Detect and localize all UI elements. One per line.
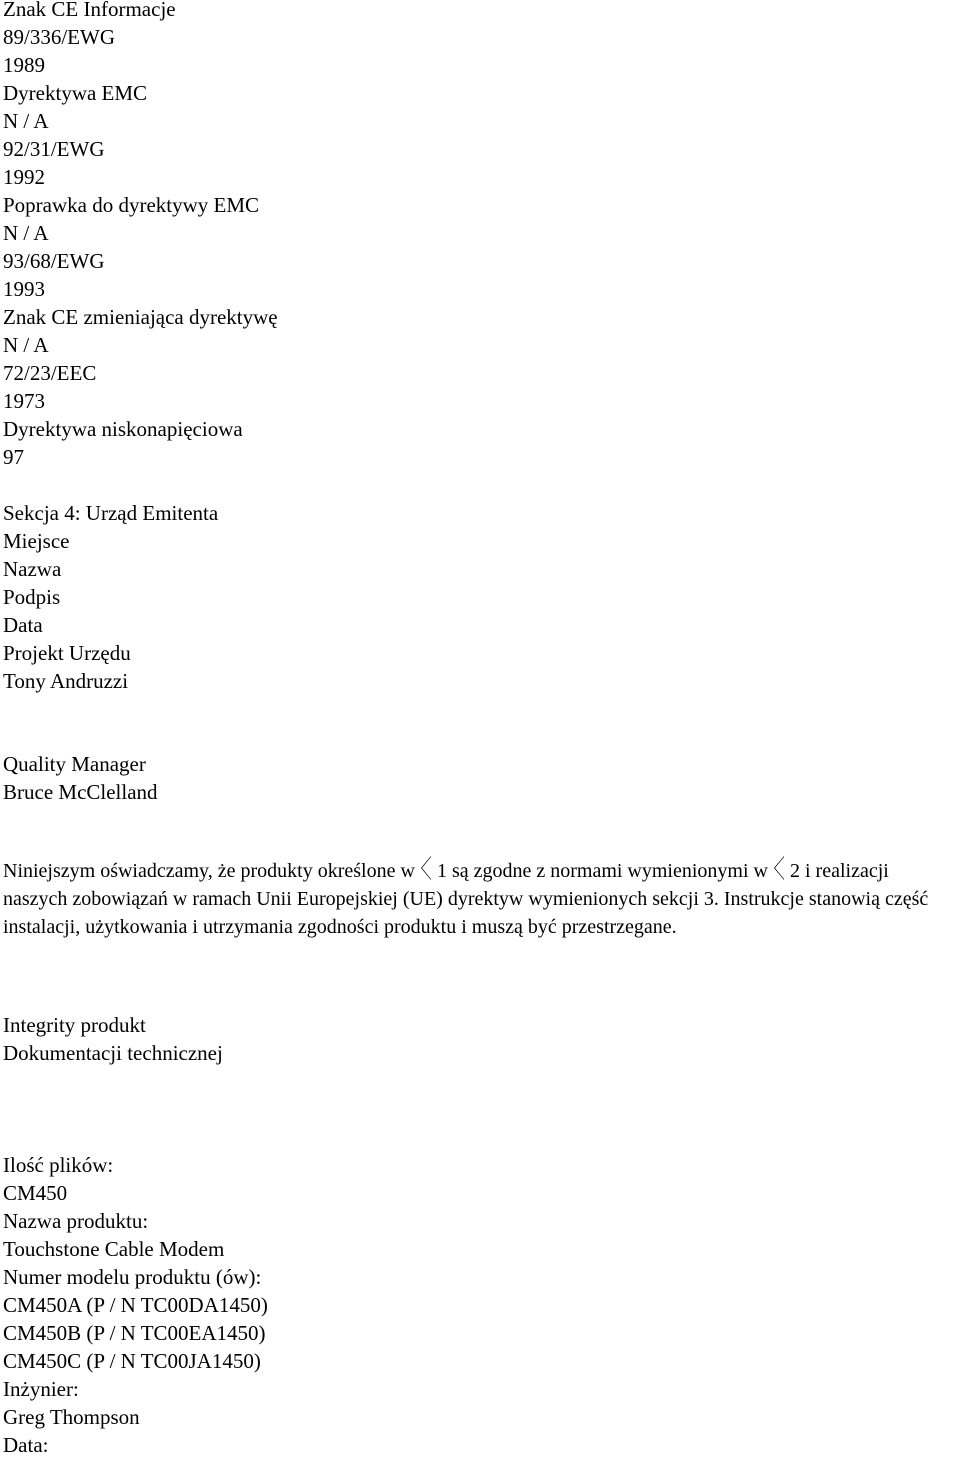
directive-year: 1989	[3, 53, 45, 77]
declaration-paragraph	[3, 856, 953, 941]
directive-title: Dyrektywa EMC	[3, 81, 148, 105]
directive-code: 89/336/EWG	[3, 25, 115, 49]
directive-value: N / A	[3, 109, 49, 133]
manager-title: Quality Manager	[3, 752, 146, 776]
section4-heading: Sekcja 4: Urząd Emitenta	[3, 501, 219, 525]
directive-value: 97	[3, 445, 24, 469]
product-model: CM450C (P / N TC00JA1450)	[3, 1349, 261, 1373]
directive-code: 72/23/EEC	[3, 361, 97, 385]
product-label-name: Nazwa produktu:	[3, 1209, 149, 1233]
declaration-part1: Niniejszym oświadczamy, że produkty określone w	[3, 860, 415, 882]
directive-year: 1973	[3, 389, 45, 413]
section4-label-place: Miejsce	[3, 529, 70, 553]
product-label-engineer: Inżynier:	[3, 1377, 79, 1401]
declaration-part2: są zgodne z normami wymienionymi w	[451, 860, 768, 882]
product-model: CM450A (P / N TC00DA1450)	[3, 1293, 268, 1317]
directive-year: 1992	[3, 165, 45, 189]
directive-code: 92/31/EWG	[3, 137, 105, 161]
directive-title: Dyrektywa niskonapięciowa	[3, 417, 243, 441]
declaration-part3: i realizacji naszych zobowiązań w ramach Unii Europejskiej (UE) dyrektyw wymienionych sekcji 3. Instrukcje stanowią część instalacji, użytkowania i utrzymania zgodności produktu i muszą być przestrzegane.	[3, 860, 929, 938]
declaration-ref2: 2	[789, 860, 800, 882]
section4-person: Tony Andruzzi	[3, 669, 129, 693]
section4-label-name: Nazwa	[3, 557, 62, 581]
heading-ce-info: Znak CE Informacje	[3, 0, 176, 21]
directive-value: N / A	[3, 333, 49, 357]
product-model: CM450B (P / N TC00EA1450)	[3, 1321, 266, 1345]
product-label-file-count: Ilość plików:	[3, 1153, 114, 1177]
product-value-file: CM450	[3, 1181, 68, 1205]
product-label-date: Data:	[3, 1433, 49, 1457]
directive-year: 1993	[3, 277, 45, 301]
section4-label-signature: Podpis	[3, 585, 61, 609]
integrity-tech-docs: Dokumentacji technicznej	[3, 1041, 223, 1065]
declaration-ref1: 1	[436, 860, 447, 882]
directive-code: 93/68/EWG	[3, 249, 105, 273]
section4-label-date: Data	[3, 613, 43, 637]
directive-title: Znak CE zmieniająca dyrektywę	[3, 305, 278, 329]
product-value-engineer: Greg Thompson	[3, 1405, 140, 1429]
section-marker-icon	[421, 856, 431, 880]
directive-title: Poprawka do dyrektywy EMC	[3, 193, 260, 217]
directive-value: N / A	[3, 221, 49, 245]
product-value-name: Touchstone Cable Modem	[3, 1237, 225, 1261]
manager-name: Bruce McClelland	[3, 780, 158, 804]
product-label-models: Numer modelu produktu (ów):	[3, 1265, 262, 1289]
integrity-product: Integrity produkt	[3, 1013, 146, 1037]
section4-office-project: Projekt Urzędu	[3, 641, 131, 665]
section-marker-icon	[774, 856, 784, 880]
